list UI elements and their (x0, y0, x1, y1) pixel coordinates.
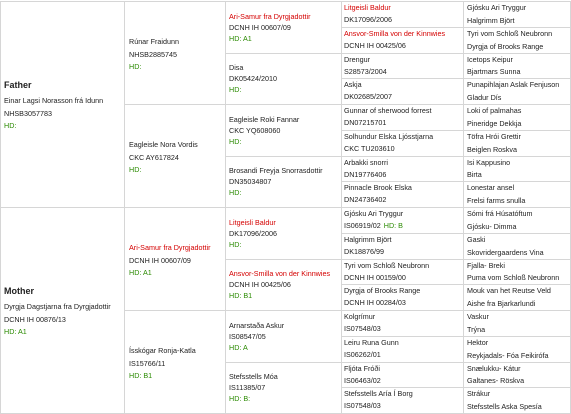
great-grandparent-name[interactable]: Stefsstells Aría Í Borg (344, 389, 413, 399)
ancestor-name[interactable]: Stefsstells Aska Spesía (467, 402, 542, 412)
great-grandparent-name[interactable]: Halgrimm Björt (344, 234, 392, 244)
registration-number: DN07215701 (344, 118, 387, 127)
mother-heading: Mother (4, 286, 34, 296)
registration-number: DK18876/99 (344, 246, 384, 256)
registration-number: IS08547/05 (229, 331, 266, 341)
ancestor-name[interactable]: Frelsi farms snulla (467, 196, 526, 206)
great-grandparent-name[interactable]: Tyri vom Schloß Neubronn (344, 260, 430, 270)
great-grandparent-name[interactable]: Solhundur Elska Ljósstjarna (344, 131, 434, 141)
great-grandparent-name[interactable]: Pinnacle Brook Elska (344, 183, 412, 193)
ancestor-name[interactable]: Puma vom Schloß Neubronn (467, 273, 560, 283)
great-grandparent-name[interactable]: Fljóta Fróði (344, 363, 380, 373)
grandparent-name[interactable]: Ari-Samur fra Dyrgjadottir (229, 11, 311, 21)
ancestor-name[interactable]: Mouk van het Reutse Veld (467, 286, 551, 296)
registration-number: DK17096/2006 (229, 228, 277, 238)
registration-number: DCNH IH 00284/03 (344, 298, 406, 308)
great-grandparent-name[interactable]: Drengur (344, 54, 370, 64)
ancestor-name[interactable]: Birta (467, 170, 482, 180)
sire-dam-name[interactable]: Eagleisle Nora Vordis (129, 139, 198, 149)
registration-number: S28573/2004 (344, 66, 387, 76)
ancestor-name[interactable]: Vaskur (467, 312, 489, 321)
grandparent-name[interactable]: Brosandi Freyja Snorrasdottir (229, 166, 323, 176)
row-divider (341, 78, 571, 79)
great-grandparent-name[interactable]: Askja (344, 80, 362, 90)
great-grandparent-name[interactable]: Dyrgja of Brooks Range (344, 286, 421, 296)
ancestor-name[interactable]: Gjósku Ari Tryggur (467, 3, 527, 12)
hd-score: HD: B1 (129, 370, 153, 380)
ancestor-name[interactable]: Aishe fra Bjarkarlundi (467, 299, 536, 309)
hd-score: HD: A1 (229, 33, 252, 43)
registration-number: DCNH IH 00425/06 (229, 280, 291, 290)
registration-number: DK02685/2007 (344, 92, 392, 102)
grandparent-name[interactable]: Litgeisli Baldur (229, 217, 276, 227)
registration-number: DCNH IH 00159/00 (344, 272, 406, 282)
registration-number: DK05424/2010 (229, 74, 277, 84)
registration-number: DN35034807 (229, 177, 272, 187)
registration-number: CKC TU203610 (344, 143, 395, 153)
hd-score: HD: (129, 61, 142, 71)
great-grandparent-name[interactable]: Gjósku Ari Tryggur (344, 209, 404, 218)
grandparent-name[interactable]: Eagleisle Roki Fannar (229, 114, 300, 124)
hd-score: HD: B (383, 221, 403, 230)
ancestor-name[interactable]: Isi Kappusino (467, 157, 511, 167)
registration-number: IS07548/03 (344, 324, 381, 333)
registration-number: IS07548/03 (344, 401, 381, 411)
row-divider (341, 207, 571, 208)
ancestor-name[interactable]: Gaski (467, 234, 486, 244)
grandparent-name[interactable]: Stefsstells Móa (229, 372, 278, 382)
row-divider (341, 387, 571, 388)
registration-number: IS06919/02 HD: B (344, 221, 403, 230)
ancestor-name[interactable]: Sómi frá Húsatóftum (467, 209, 533, 218)
ancestor-name[interactable]: Skovridergaardens Vina (467, 247, 544, 257)
grandparent-name[interactable]: Ansvor-Smilla von der Kinnwies (229, 269, 331, 279)
great-grandparent-name[interactable]: Litgeisli Baldur (344, 3, 391, 12)
father-registration: NHSB3057783 (4, 109, 52, 118)
ancestor-name[interactable]: Reykjadals- Fóa Feikirófa (467, 350, 549, 360)
registration-number: DN24736402 (344, 195, 387, 205)
row-divider (341, 284, 571, 285)
registration-number: DCNH IH 00607/09 (129, 255, 191, 265)
ancestor-name[interactable]: Fjalla- Breki (467, 260, 505, 270)
row-divider (341, 310, 571, 311)
ancestor-name[interactable]: Punapihlajan Aslak Fenjuson (467, 80, 560, 90)
registration-number: DN19776406 (344, 169, 387, 179)
hd-score: HD: (229, 136, 242, 146)
mother-name[interactable]: Dyrgja Dagstjarna fra Dyrgjadottir (4, 302, 111, 311)
registration-number: IS11385/07 (229, 383, 266, 393)
ancestor-name[interactable]: Pineridge Dekkja (467, 118, 522, 128)
registration-number: CKC YQ608060 (229, 125, 281, 135)
hd-score: HD: A (229, 342, 248, 352)
hd-score: HD: A1 (129, 267, 152, 277)
great-grandparent-name[interactable]: Ansvor-Smilla von der Kinnwies (344, 28, 446, 38)
ancestor-name[interactable]: Lonestar ansel (467, 183, 515, 193)
ancestor-name[interactable]: Beiglen Roskva (467, 144, 517, 154)
registration-number: DCNH IH 00607/09 (229, 22, 291, 32)
sire-dam-name[interactable]: Ari-Samur fra Dyrgjadottir (129, 242, 211, 252)
great-grandparent-name[interactable]: Kolgrímur (344, 312, 376, 321)
hd-score: HD: (229, 85, 242, 95)
ancestor-name[interactable]: Trýna (467, 324, 486, 334)
great-grandparent-name[interactable]: Arbakki snorri (344, 157, 388, 167)
ancestor-name[interactable]: Icetops Keipur (467, 54, 513, 64)
row-divider (0, 1, 571, 2)
registration-number: IS15766/11 (129, 358, 166, 368)
father-heading: Father (4, 80, 32, 90)
sire-dam-name[interactable]: Rúnar Fraidunn (129, 36, 179, 46)
hd-score: HD: (229, 188, 242, 198)
ancestor-name[interactable]: Strákur (467, 389, 491, 399)
registration-number: NHSB2885745 (129, 49, 177, 59)
ancestor-name[interactable]: Halgrimm Björt (467, 15, 515, 25)
ancestor-name[interactable]: Bjartmars Sunna (467, 67, 521, 77)
ancestor-name[interactable]: Gjósku- Dimma (467, 221, 517, 231)
hd-score: HD: (229, 239, 242, 249)
sire-dam-name[interactable]: Ísskógar Ronja-Katla (129, 345, 196, 355)
mother-hd-score: HD: A1 (4, 327, 27, 336)
registration-number: DCNH IH 00425/06 (344, 40, 406, 50)
father-name[interactable]: Einar Lagsi Norasson frá Idunn (4, 96, 104, 105)
registration-number: DK17096/2006 (344, 15, 392, 24)
grandparent-name[interactable]: Arnarstaða Askur (229, 320, 285, 330)
hd-score: HD: (129, 164, 142, 174)
great-grandparent-name[interactable]: Gunnar of sherwood forrest (344, 106, 432, 115)
ancestor-name[interactable]: Hektor (467, 337, 489, 347)
father-hd-score: HD: (4, 121, 17, 130)
row-divider (341, 53, 571, 54)
row-divider (341, 104, 571, 105)
ancestor-name[interactable]: Snælukku- Kátur (467, 363, 521, 373)
ancestor-name[interactable]: Tyri vom Schloß Neubronn (467, 28, 553, 38)
ancestor-name[interactable]: Galtanes- Röskva (467, 376, 525, 386)
registration-number: IS06262/01 (344, 349, 381, 359)
row-divider (341, 181, 571, 182)
ancestor-name[interactable]: Gladur Dís (467, 93, 502, 103)
registration-number: CKC AY617824 (129, 152, 179, 162)
ancestor-name[interactable]: Dyrgja of Brooks Range (467, 41, 544, 51)
ancestor-name[interactable]: Loki of palmahas (467, 106, 522, 115)
mother-registration: DCNH IH 00876/13 (4, 315, 66, 324)
registration-number: IS06463/02 (344, 375, 381, 385)
hd-score: HD: B: (229, 394, 251, 404)
great-grandparent-name[interactable]: Leiru Runa Gunn (344, 337, 399, 347)
hd-score: HD: B1 (229, 291, 253, 301)
ancestor-name[interactable]: Töfra Hrói Grettir (467, 131, 521, 141)
grandparent-name[interactable]: Disa (229, 63, 244, 73)
